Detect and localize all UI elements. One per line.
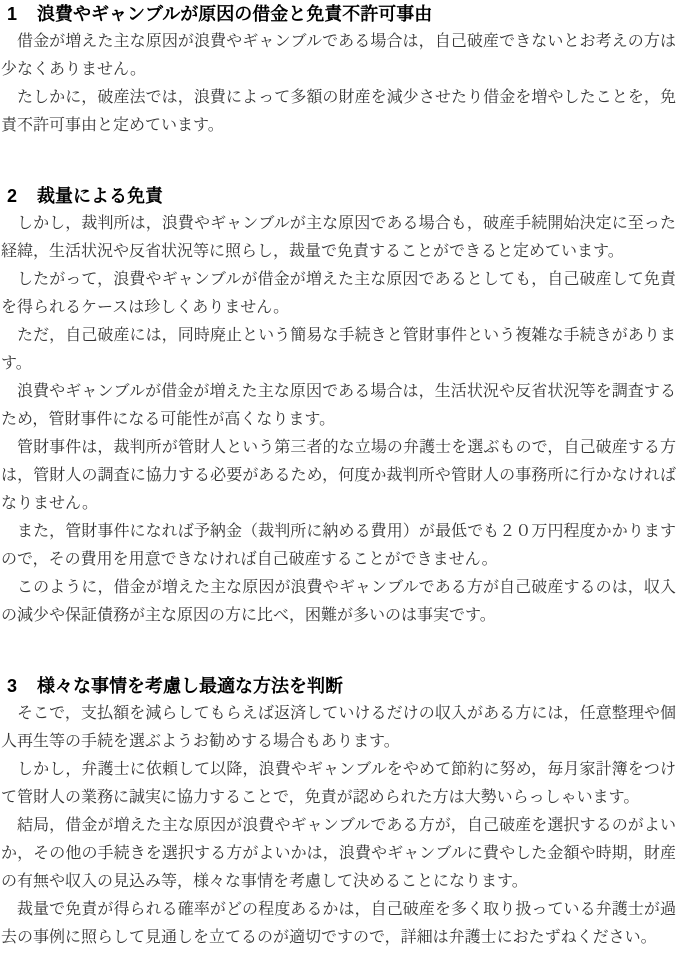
paragraph: 管財事件は，裁判所が管財人という第三者的な立場の弁護士を選ぶもので，自己破産する方は，管財人の調査に協力する必要があるため，何度か裁判所や管財人の事務所に行かなければなりません。 xyxy=(1,439,676,512)
paragraph: ただ，自己破産には，同時廃止という簡易な手続きと管財事件という複雑な手続きがあります。 xyxy=(1,327,676,372)
paragraph: そこで，支払額を減らしてもらえば返済していけるだけの収入がある方には，任意整理や個人再生等の手続を選ぶようお勧めする場合もあります。 xyxy=(1,705,676,750)
paragraph: しかし，裁判所は，浪費やギャンブルが主な原因である場合も，破産手続開始決定に至った経緯，生活状況や反省状況等に照らし，裁量で免責することができると定めています。 xyxy=(1,215,676,260)
paragraph: 浪費やギャンブルが借金が増えた主な原因である場合は，生活状況や反省状況等を調査するため，管財事件になる可能性が高くなります。 xyxy=(1,383,676,428)
section-1-title: 浪費やギャンブルが原因の借金と免責不許可事由 xyxy=(37,4,433,24)
paragraph: また，管財事件になれば予納金（裁判所に納める費用）が最低でも２０万円程度かかりますので，その費用を用意できなければ自己破産することができません。 xyxy=(1,523,676,568)
section-1-number: 1 xyxy=(7,4,18,24)
section-3-heading xyxy=(1,672,676,700)
section-2-number: 2 xyxy=(7,186,18,206)
paragraph: 借金が増えた主な原因が浪費やギャンブルである場合は，自己破産できないとお考えの方は少なくありません。 xyxy=(1,33,676,78)
section-2 xyxy=(1,182,676,630)
section-2-title: 裁量による免責 xyxy=(37,186,163,206)
section-3-title: 様々な事情を考慮し最適な方法を判断 xyxy=(37,676,343,696)
paragraph: このように，借金が増えた主な原因が浪費やギャンブルである方が自己破産するのは，収入の減少や保証債務が主な原因の方に比べ，困難が多いのは事実です。 xyxy=(1,579,676,624)
section-2-heading xyxy=(1,182,676,210)
section-3 xyxy=(1,672,676,952)
section-1-heading xyxy=(1,0,676,28)
article xyxy=(1,0,676,952)
paragraph: たしかに，破産法では，浪費によって多額の財産を減少させたり借金を増やしたことを，免責不許可事由と定めています。 xyxy=(1,89,676,134)
section-3-number: 3 xyxy=(7,676,18,696)
paragraph: しかし，弁護士に依頼して以降，浪費やギャンブルをやめて節約に努め，毎月家計簿をつけて管財人の業務に誠実に協力することで，免責が認められた方は大勢いらっしゃいます。 xyxy=(1,761,676,806)
section-1 xyxy=(1,0,676,140)
paragraph: 裁量で免責が得られる確率がどの程度あるかは，自己破産を多く取り扱っている弁護士が過去の事例に照らして見通しを立てるのが適切ですので，詳細は弁護士におたずねください。 xyxy=(1,901,676,946)
paragraph: 結局，借金が増えた主な原因が浪費やギャンブルである方が，自己破産を選択するのがよいか，その他の手続きを選択する方がよいかは，浪費やギャンブルに費やした金額や時期，財産の有無や収入の見込み等，様々な事情を考慮して決めることになります。 xyxy=(1,817,676,890)
paragraph: したがって，浪費やギャンブルが借金が増えた主な原因であるとしても，自己破産して免責を得られるケースは珍しくありません。 xyxy=(1,271,676,316)
